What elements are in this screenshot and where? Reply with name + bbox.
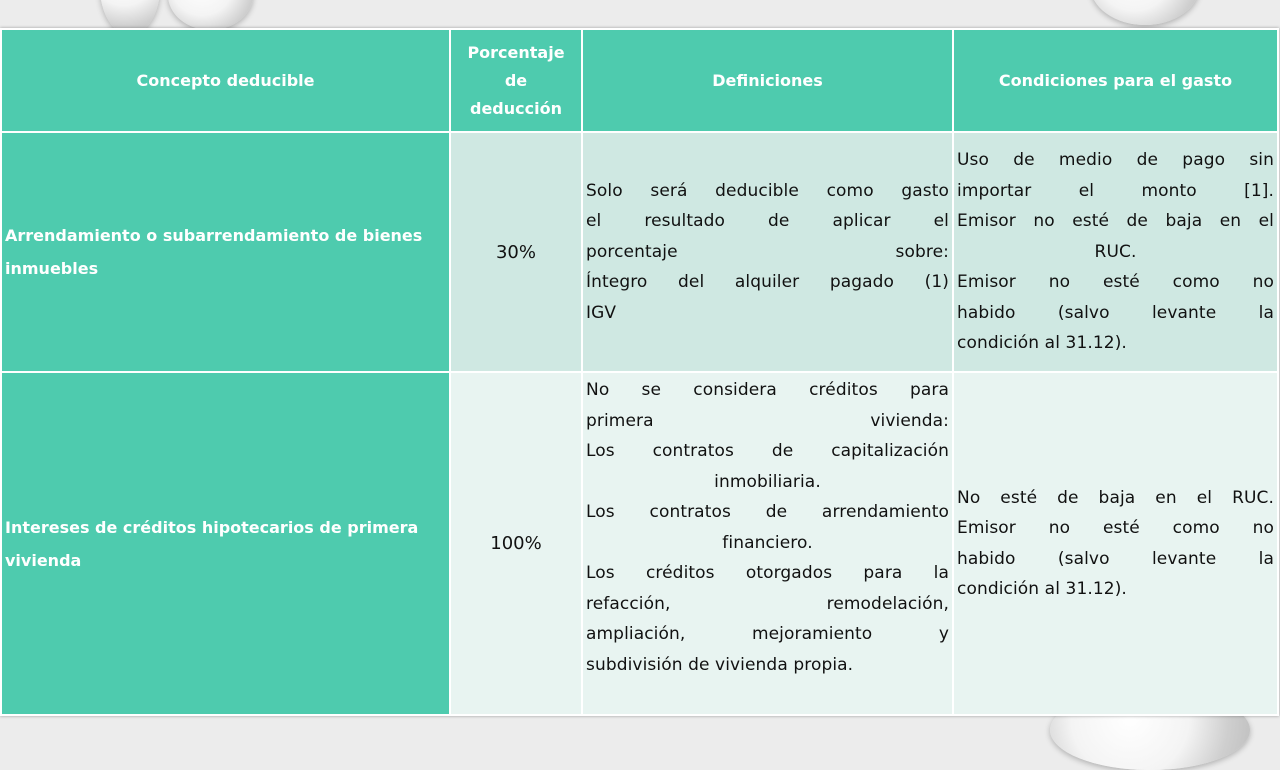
- definition-line: primera vivienda:: [586, 410, 949, 431]
- header-concepto: Concepto deducible: [1, 29, 450, 132]
- decorative-bubble: [168, 0, 253, 30]
- header-porcentaje: Porcentaje de deducción: [450, 29, 582, 132]
- row-definitions: [582, 132, 953, 372]
- condition-line: condición al 31.12).: [957, 333, 1127, 354]
- table-header-row: [1, 29, 1278, 132]
- row-definitions: [582, 372, 953, 715]
- table-row: [1, 132, 1278, 372]
- condition-line: Emisor no esté como no: [957, 272, 1274, 293]
- definition-line: ampliación, mejoramiento y: [586, 624, 949, 644]
- condition-line: RUC.: [1094, 241, 1137, 262]
- condition-line: condición al 31.12).: [957, 579, 1127, 599]
- definition-line: subdivisión de vivienda propia.: [586, 654, 854, 675]
- definition-line: inmobiliaria.: [714, 471, 821, 492]
- row-concept: Arrendamiento o subarrendamiento de bienes inmuebles: [1, 132, 450, 372]
- definition-line: Solo será deducible como gasto: [586, 180, 949, 201]
- definition-line: porcentaje sobre:: [586, 241, 949, 262]
- definition-line: Íntegro del alquiler pagado (1): [586, 272, 949, 293]
- condition-line: No esté de baja en el RUC.: [957, 487, 1274, 508]
- row-conditions: [953, 132, 1278, 372]
- condition-line: Uso de medio de pago sin: [957, 150, 1274, 171]
- definition-line: Los contratos de arrendamiento: [586, 502, 949, 522]
- row-conditions: [953, 372, 1278, 715]
- definition-line: el resultado de aplicar el: [586, 211, 949, 232]
- condition-line: Emisor no esté como no: [957, 518, 1274, 538]
- decorative-bubble: [1090, 0, 1200, 25]
- row-percentage: 100%: [450, 372, 582, 715]
- row-concept: Intereses de créditos hipotecarios de primera vivienda: [1, 372, 450, 715]
- condition-line: Emisor no esté de baja en el: [957, 211, 1274, 232]
- row-percentage: 30%: [450, 132, 582, 372]
- definition-line: Los contratos de capitalización: [586, 441, 949, 461]
- definition-line: financiero.: [722, 532, 813, 553]
- condition-line: importar el monto [1].: [957, 180, 1274, 201]
- definition-line: Los créditos otorgados para la: [586, 563, 949, 583]
- deductions-table: [0, 28, 1279, 716]
- condition-line: habido (salvo levante la: [957, 548, 1274, 569]
- header-condiciones: Condiciones para el gasto: [953, 29, 1278, 132]
- header-definiciones: Definiciones: [582, 29, 953, 132]
- definition-line: IGV: [586, 302, 617, 323]
- definition-line: No se considera créditos para: [586, 380, 949, 400]
- table-row: [1, 372, 1278, 715]
- condition-line: habido (salvo levante la: [957, 302, 1274, 323]
- definition-line: refacción, remodelación,: [586, 593, 949, 614]
